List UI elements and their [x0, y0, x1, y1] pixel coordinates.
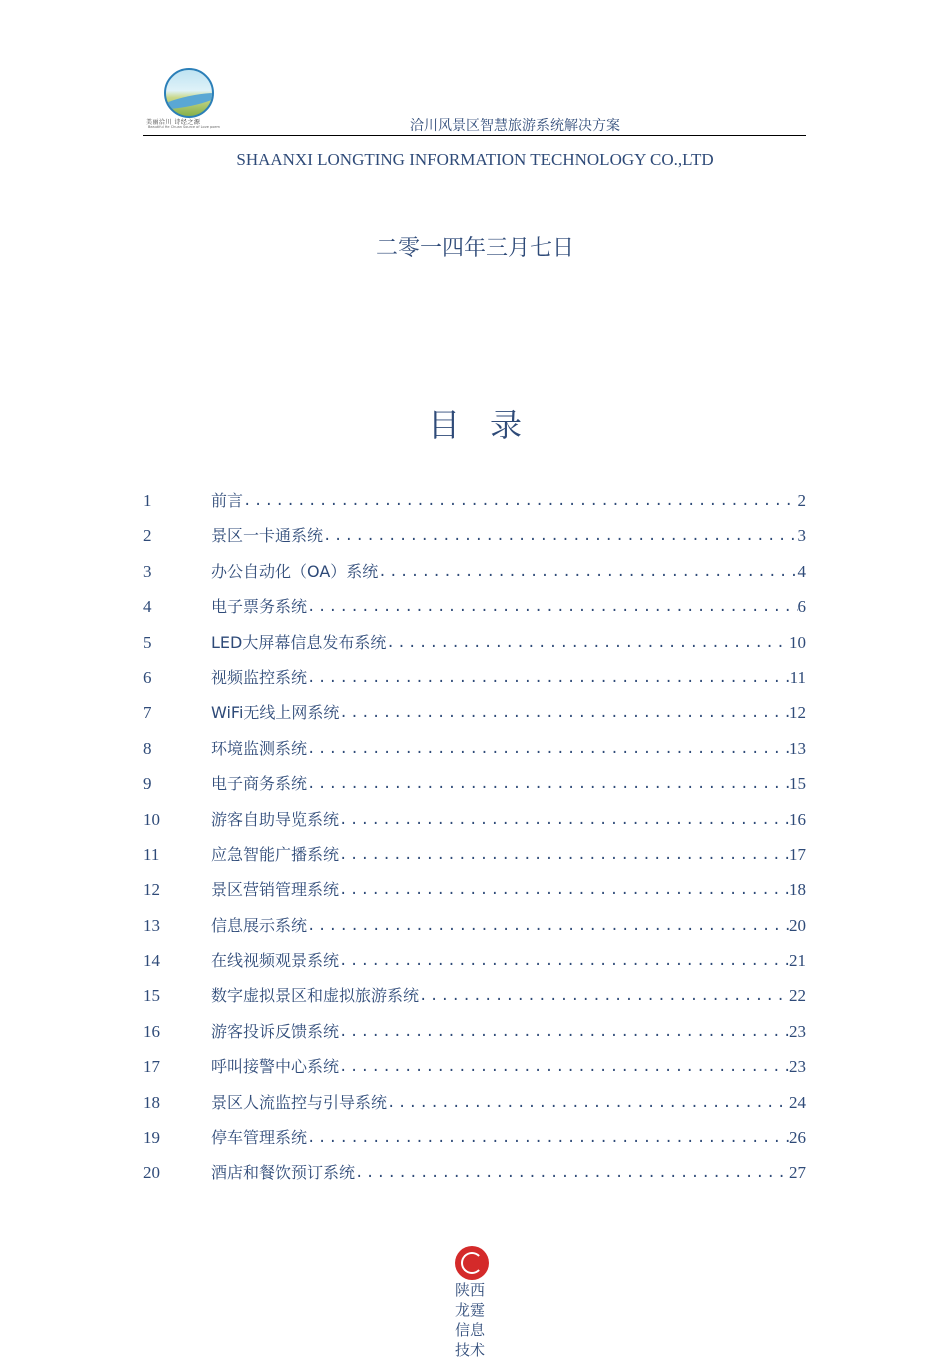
toc-entry-label[interactable]: 景区营销管理系统: [211, 880, 340, 900]
toc-leader-dots: [323, 523, 797, 549]
toc-entry-page[interactable]: 21: [789, 951, 806, 971]
toc-entry-page[interactable]: 2: [797, 491, 806, 510]
toc-leader-dots: [339, 1054, 789, 1080]
toc-leader-dots: [339, 807, 789, 833]
toc-leader-dots: [339, 948, 789, 974]
toc-entry-number: 8: [143, 738, 152, 758]
header-divider: [143, 135, 806, 136]
toc-entry[interactable]: [143, 948, 806, 983]
toc-entry-number: 7: [143, 703, 152, 723]
toc-entry-label[interactable]: 应急智能广播系统: [211, 844, 340, 864]
toc-entry[interactable]: [143, 488, 806, 523]
toc-entry-label[interactable]: WiFi无线上网系统: [211, 703, 340, 723]
toc-entry[interactable]: [143, 842, 806, 877]
toc-entry-label[interactable]: 游客投诉反馈系统: [211, 1021, 340, 1041]
toc-entry-number: 16: [143, 1021, 160, 1041]
toc-entry-page[interactable]: 6: [797, 597, 806, 617]
toc-entry[interactable]: [143, 736, 806, 771]
toc-entry-label[interactable]: 景区一卡通系统: [211, 526, 324, 546]
toc-entry-number: 15: [143, 986, 160, 1006]
toc-entry[interactable]: [143, 1054, 806, 1089]
dragon-logo-icon: [455, 1246, 489, 1280]
toc-leader-dots: [355, 1160, 789, 1186]
toc-entry-page[interactable]: 12: [789, 703, 806, 723]
toc-entry-page[interactable]: 22: [789, 986, 806, 1006]
document-date: 二零一四年三月七日: [375, 236, 574, 261]
page-header-title: 洽川风景区智慧旅游系统解决方案: [410, 118, 620, 134]
toc-entry[interactable]: [143, 700, 806, 735]
toc-entry-page[interactable]: 4: [797, 561, 806, 581]
toc-entry-number: 14: [143, 951, 160, 971]
toc-entry-page[interactable]: 10: [789, 632, 806, 652]
toc-entry[interactable]: [143, 594, 806, 629]
toc-leader-dots: [378, 559, 797, 585]
toc-entry[interactable]: [143, 1160, 806, 1195]
toc-title: 目录: [427, 406, 552, 444]
toc-entry-number: 6: [143, 667, 152, 687]
toc-entry-number: 1: [143, 491, 152, 510]
toc-entry-number: 2: [143, 526, 152, 546]
toc-entry[interactable]: [143, 523, 806, 558]
toc-entry-page[interactable]: 26: [789, 1128, 806, 1148]
toc-entry-label[interactable]: 停车管理系统: [211, 1128, 308, 1148]
toc-leader-dots: [339, 877, 789, 903]
toc-entry[interactable]: [143, 559, 806, 594]
toc-entry-label[interactable]: 数字虚拟景区和虚拟旅游系统: [211, 986, 420, 1006]
toc-entry-page[interactable]: 23: [789, 1057, 806, 1077]
toc-entry[interactable]: [143, 983, 806, 1018]
toc-entry[interactable]: [143, 807, 806, 842]
toc-entry[interactable]: [143, 1090, 806, 1125]
company-name: SHAANXI LONGTING INFORMATION TECHNOLOGY CO.,LTD: [236, 150, 714, 169]
toc-entry-number: 20: [143, 1163, 160, 1183]
toc-entry-page[interactable]: 13: [789, 738, 806, 758]
toc-leader-dots: [307, 1125, 789, 1151]
toc-entry-number: 10: [143, 809, 160, 829]
toc-entry-number: 13: [143, 915, 160, 935]
toc-leader-dots: [339, 842, 789, 868]
logo-emblem-icon: [164, 68, 214, 118]
toc-entry[interactable]: [143, 630, 806, 665]
toc-entry-label[interactable]: 信息展示系统: [211, 915, 308, 935]
footer-company-text: 陕西龙霆信息技术: [454, 1281, 485, 1359]
toc-entry-page[interactable]: 18: [789, 880, 806, 900]
toc-leader-dots: [339, 700, 789, 726]
toc-entry[interactable]: [143, 877, 806, 912]
toc-leader-dots: [307, 913, 789, 939]
toc-entry-label[interactable]: 视频监控系统: [211, 667, 308, 687]
toc-leader-dots: [307, 736, 789, 762]
toc-entry-label[interactable]: 电子商务系统: [211, 774, 308, 794]
toc-entry-page[interactable]: 16: [789, 809, 806, 829]
toc-entry[interactable]: [143, 1019, 806, 1054]
toc-entry-page[interactable]: 20: [789, 915, 806, 935]
toc-entry[interactable]: [143, 665, 806, 700]
toc-entry-label[interactable]: 在线视频观景系统: [211, 951, 340, 971]
toc-entry-label[interactable]: 前言: [211, 491, 244, 510]
toc-entry-label[interactable]: LED大屏幕信息发布系统: [211, 632, 387, 652]
toc-entry-page[interactable]: 23: [789, 1021, 806, 1041]
logo-subtitle: Beautiful He Chuan Source of Love poem: [148, 125, 220, 129]
toc-entry-label[interactable]: 办公自动化（OA）系统: [211, 561, 379, 581]
toc-leader-dots: [339, 1019, 789, 1045]
toc-entry-number: 11: [143, 844, 160, 864]
toc-leader-dots: [243, 488, 797, 514]
toc-entry-label[interactable]: 电子票务系统: [211, 597, 308, 617]
toc-leader-dots: [307, 771, 789, 797]
toc-entry-page[interactable]: 3: [797, 526, 806, 546]
toc-entry-number: 12: [143, 880, 160, 900]
toc-entry-page[interactable]: 15: [789, 774, 806, 794]
toc-entry[interactable]: [143, 913, 806, 948]
toc-entry-number: 5: [143, 632, 152, 652]
toc-entry-page[interactable]: 17: [789, 844, 806, 864]
logo-tagline: 美丽洽川 诗经之源: [146, 119, 201, 126]
toc-entry-number: 17: [143, 1057, 160, 1077]
toc-entry-label[interactable]: 景区人流监控与引导系统: [211, 1092, 388, 1112]
toc-leader-dots: [307, 594, 797, 620]
toc-entry-number: 18: [143, 1092, 160, 1112]
toc-entry-number: 9: [143, 774, 152, 794]
toc-entry-page[interactable]: 27: [789, 1163, 806, 1183]
toc-entry-page[interactable]: 11: [789, 667, 806, 687]
toc-leader-dots: [419, 983, 789, 1009]
table-of-contents: [143, 488, 806, 1196]
toc-entry-number: 3: [143, 561, 152, 581]
toc-entry-label[interactable]: 游客自助导览系统: [211, 809, 340, 829]
toc-entry[interactable]: [143, 1125, 806, 1160]
toc-entry-label[interactable]: 环境监测系统: [211, 738, 308, 758]
toc-leader-dots: [307, 665, 790, 691]
toc-entry-number: 19: [143, 1128, 160, 1148]
toc-entry-label[interactable]: 酒店和餐饮预订系统: [211, 1163, 356, 1183]
toc-leader-dots: [387, 1090, 789, 1116]
toc-entry-number: 4: [143, 597, 152, 617]
toc-leader-dots: [386, 630, 789, 656]
toc-entry-label[interactable]: 呼叫接警中心系统: [211, 1057, 340, 1077]
toc-entry[interactable]: [143, 771, 806, 806]
toc-entry-page[interactable]: 24: [789, 1092, 806, 1112]
